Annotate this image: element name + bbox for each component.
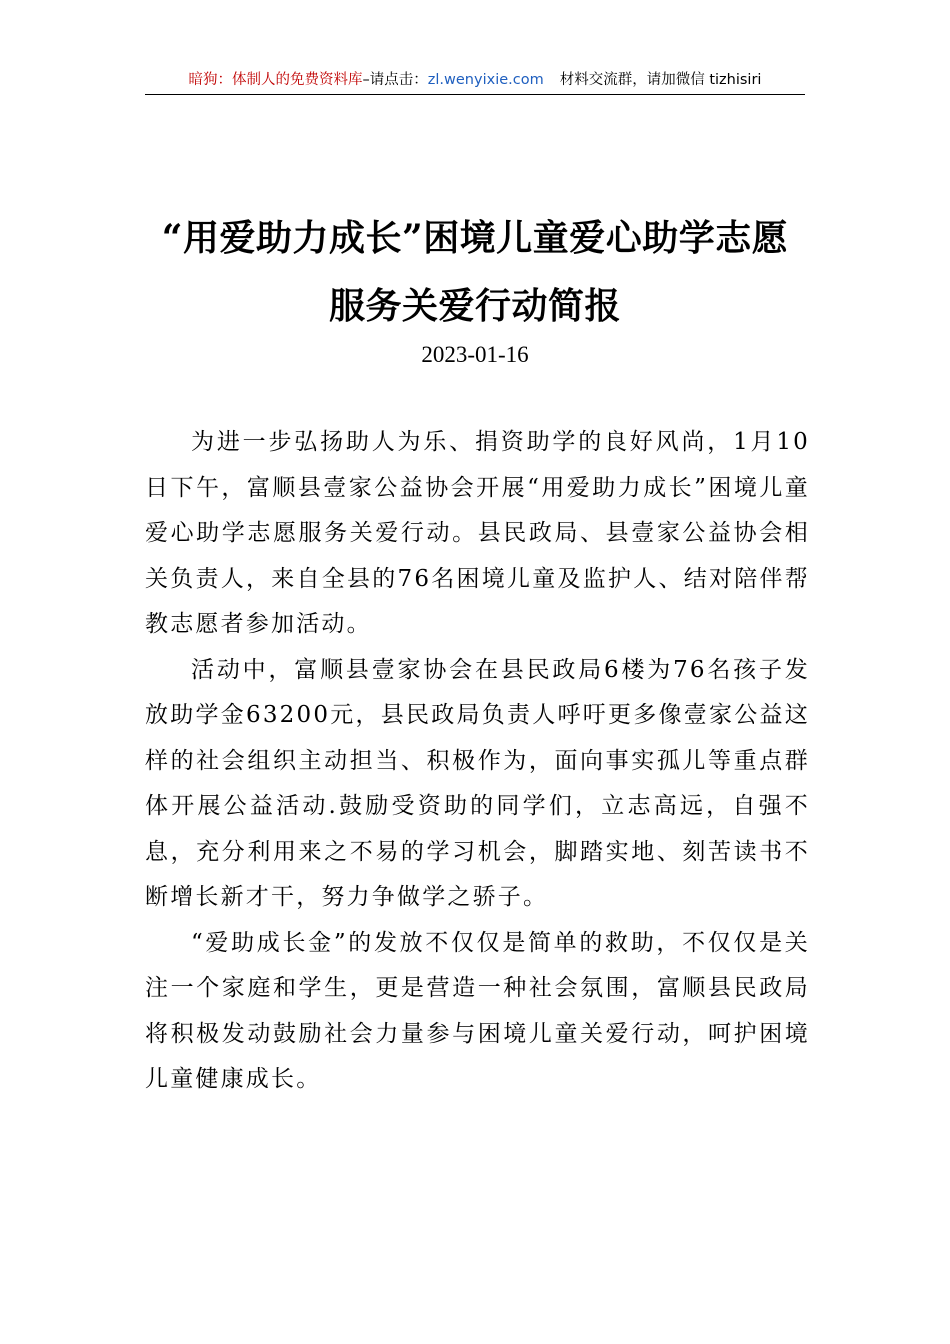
header-group-text: 材料交流群，请加微信 tizhisiri (559, 72, 762, 88)
paragraph-3: “爱助成长金”的发放不仅仅是简单的救助，不仅仅是关注一个家庭和学生，更是营造一种社会氛围，富顺县民政局将积极发动鼓励社会力量参与困境儿童关爱行动，呵护困境儿童健康成长。 (145, 929, 810, 1092)
page-header (145, 68, 805, 95)
document-body (145, 420, 810, 1103)
header-promo-text: 暗狗：体制人的免费资料库 (188, 72, 363, 88)
title-line-2: 服务关爱行动简报 (328, 285, 621, 327)
document-date: 2023-01-16 (421, 342, 529, 367)
paragraph-1: 为进一步弘扬助人为乐、捐资助学的良好风尚，1月10日下午，富顺县壹家公益协会开展“用爱助力成长”困境儿童爱心助学志愿服务关爱行动。县民政局、县壹家公益协会相关负责人，来自全县的76名困境儿童及监护人、结对陪伴帮教志愿者参加活动。 (145, 429, 810, 637)
header-website-link[interactable]: zl.wenyixie.com (427, 72, 544, 88)
title-line-1: “用爱助力成长”困境儿童爱心助学志愿 (161, 217, 789, 259)
header-separator-text: –请点击： (362, 72, 428, 88)
document-title (140, 204, 810, 340)
paragraph-2: 活动中，富顺县壹家协会在县民政局6楼为76名孩子发放助学金63200元，县民政局负责人呼吁更多像壹家公益这样的社会组织主动担当、积极作为，面向事实孤儿等重点群体开展公益活动.鼓励受资助的同学们，立志高远，自强不息，充分利用来之不易的学习机会，脚踏实地、刻苦读书不断增长新才干，努力争做学之骄子。 (145, 656, 810, 910)
